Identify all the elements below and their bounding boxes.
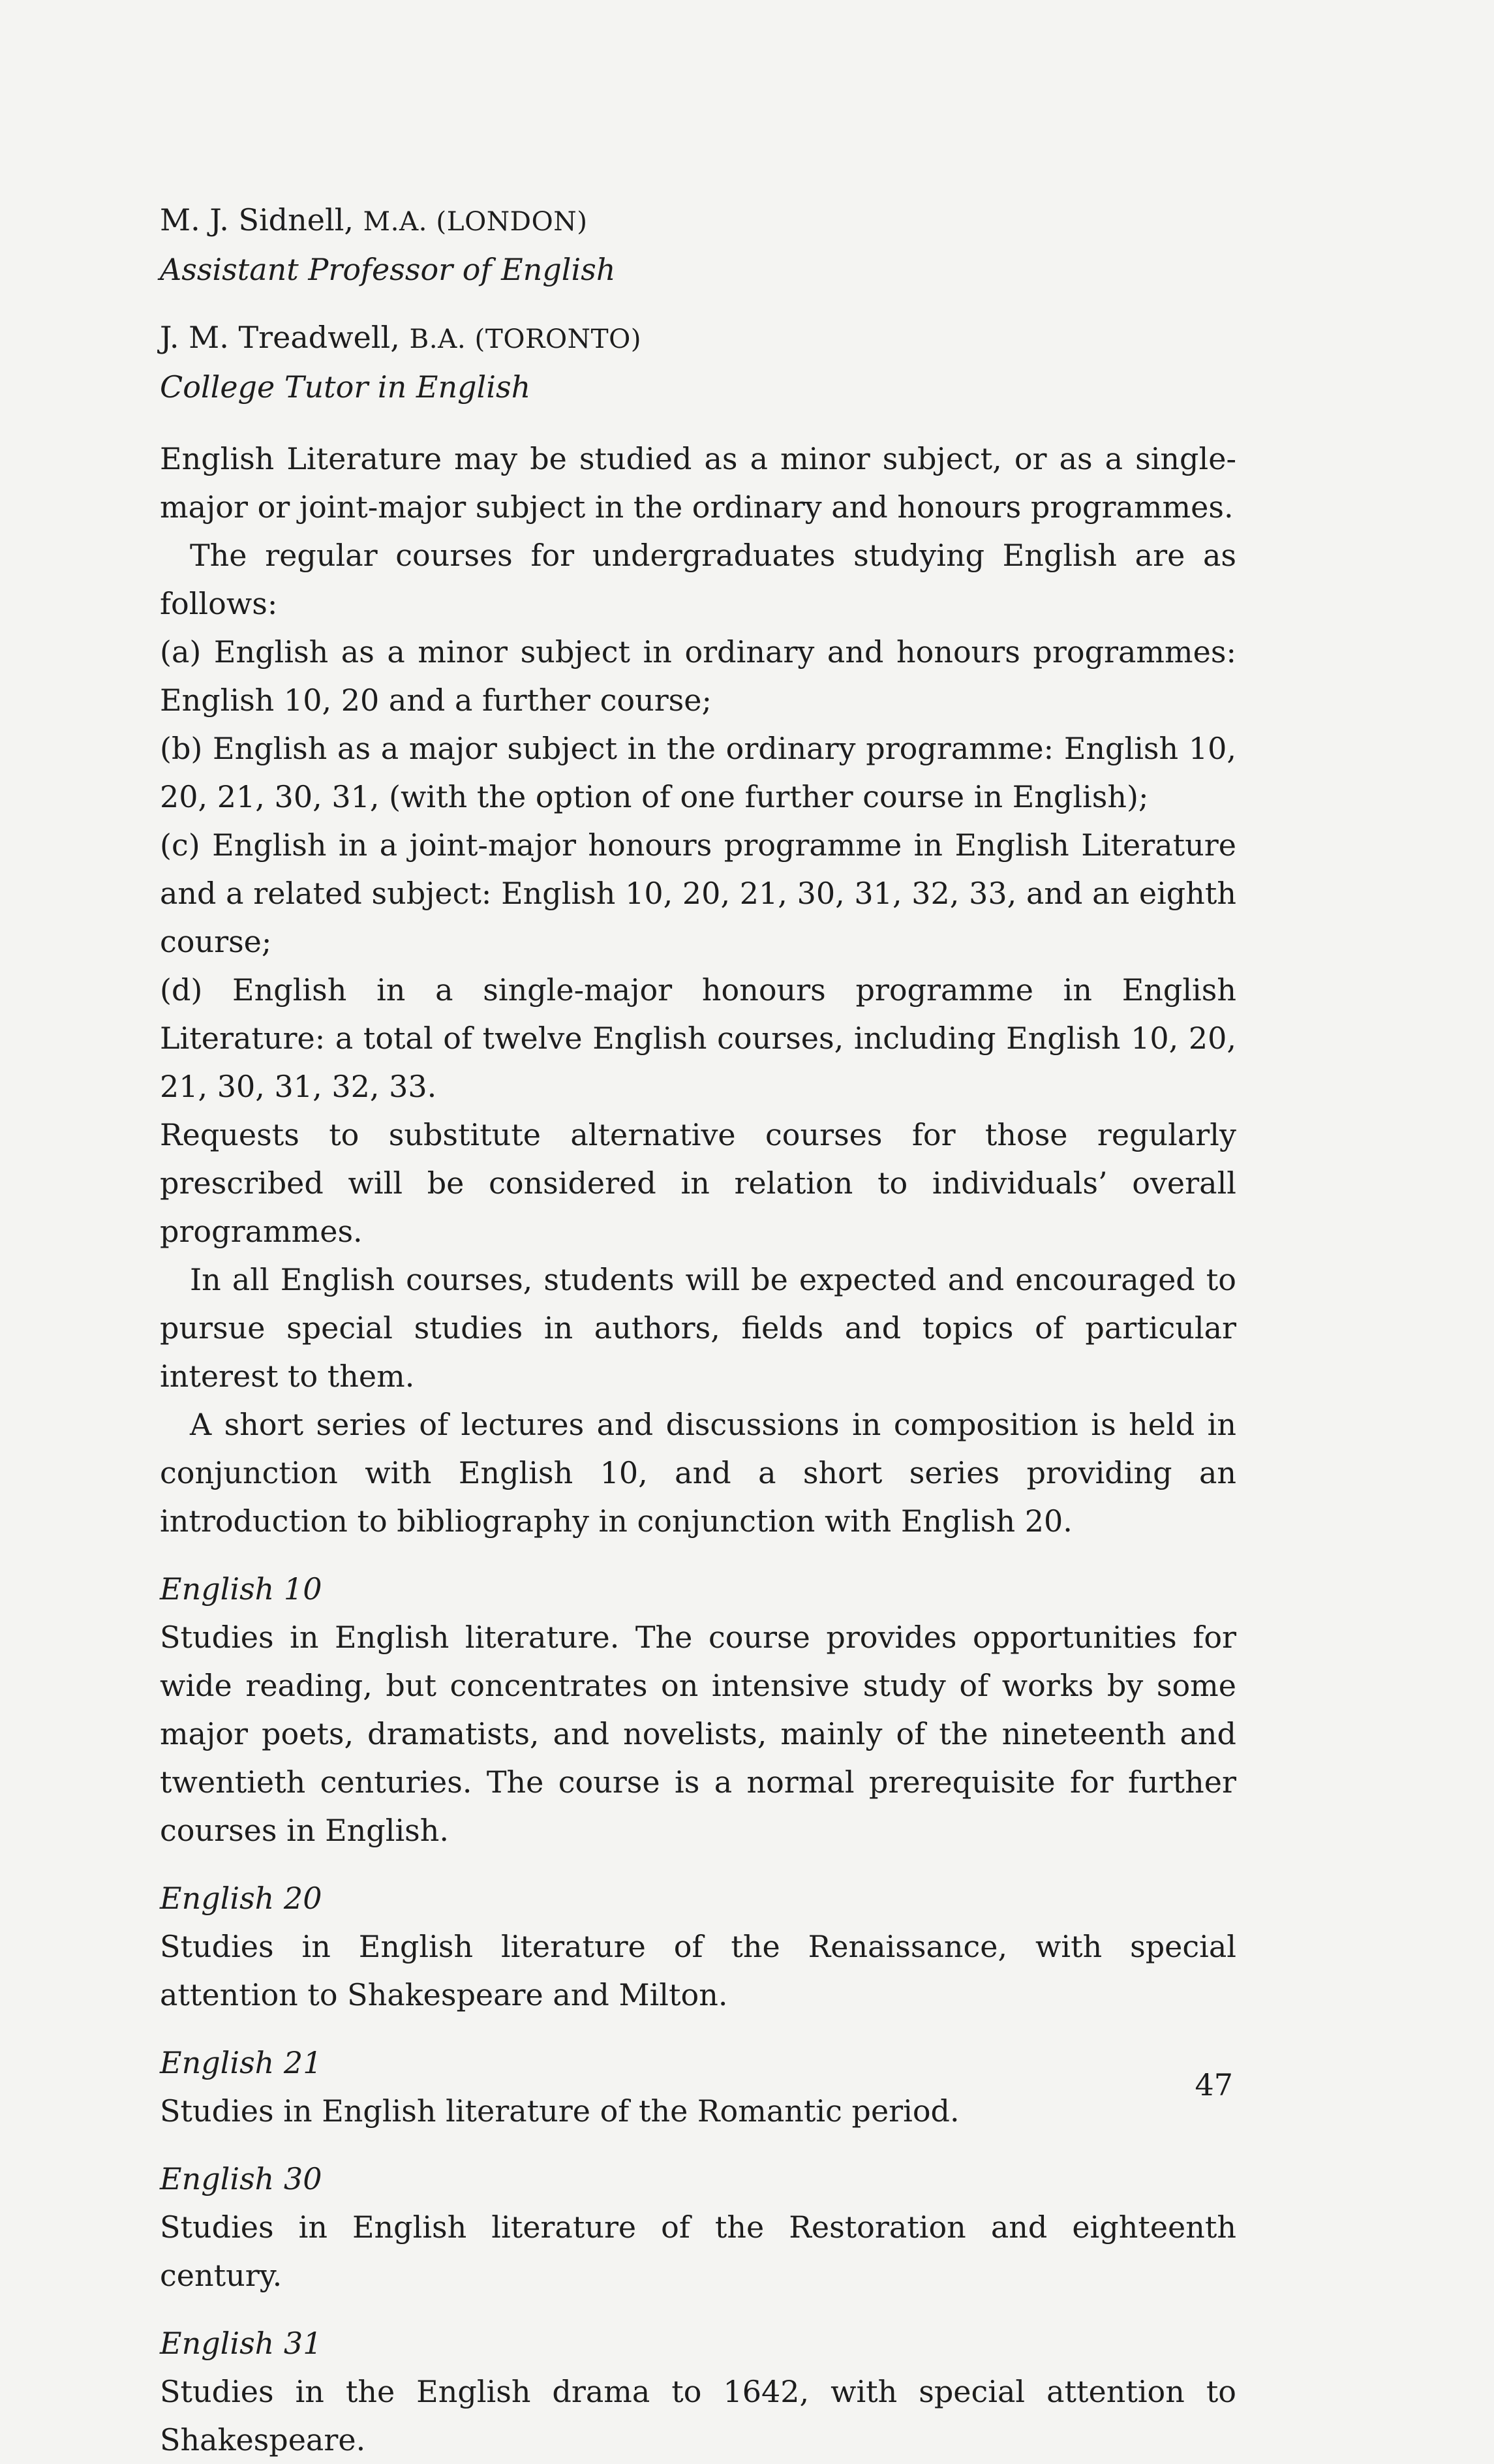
course-title: English 10: [160, 1571, 322, 1607]
course-english-21: [160, 2039, 1236, 2135]
program-item-c: (c) English in a joint-major honours programme in English Literature and a related subject: English 10, 20, 21, 30, 31, 32, 33, and an eighth course;: [160, 827, 1236, 959]
staff-name: M. J. Sidnell,: [160, 202, 354, 238]
staff-entry-sidnell: [160, 196, 1236, 294]
course-description: Studies in English literature of the Restoration and eighteenth century.: [160, 2210, 1236, 2293]
page-number: 47: [1195, 2067, 1233, 2102]
composition-paragraph: A short series of lectures and discussions in composition is held in conjunction with English 10, and a short series providing an introduction to bibliography in conjunction with English 20.: [160, 1407, 1236, 1539]
program-item-b: (b) English as a major subject in the ordinary programme: English 10, 20, 21, 30, 31, (with the option of one further course in English);: [160, 731, 1236, 814]
course-english-31: [160, 2319, 1236, 2464]
course-description: Studies in English literature of the Romantic period.: [160, 2093, 960, 2129]
regular-courses-intro: The regular courses for undergraduates studying English are as follows:: [160, 538, 1236, 621]
course-description: Studies in the English drama to 1642, with special attention to Shakespeare.: [160, 2374, 1236, 2457]
course-description: Studies in English literature. The course provides opportunities for wide reading, but concentrates on intensive study of works by some major poets, dramatists, and novelists, mainly of the nineteenth and twentieth centuries. The course is a normal prerequisite for further courses in English.: [160, 1620, 1236, 1848]
course-english-30: [160, 2155, 1236, 2300]
staff-name: J. M. Treadwell,: [160, 320, 400, 355]
staff-degree: M.A. (LONDON): [363, 206, 588, 237]
staff-degree: B.A. (TORONTO): [409, 323, 642, 354]
program-list: [160, 628, 1236, 1111]
staff-title: College Tutor in English: [160, 369, 531, 405]
course-title: English 31: [160, 2326, 322, 2361]
program-item-d: (d) English in a single-major honours programme in English Literature: a total of twelve English courses, including English 10, 20, 21, 30, 31, 32, 33.: [160, 972, 1236, 1104]
substitution-note: Requests to substitute alternative courses for those regularly prescribed will be considered in relation to individuals’ overall programmes.: [160, 1117, 1236, 1249]
special-studies-paragraph: In all English courses, students will be expected and encouraged to pursue special studies in authors, fields and topics of particular interest to them.: [160, 1262, 1236, 1394]
program-item-a: (a) English as a minor subject in ordinary and honours programmes: English 10, 20 and a further course;: [160, 634, 1236, 718]
course-title: English 20: [160, 1881, 322, 1916]
course-title: English 30: [160, 2161, 322, 2196]
intro-paragraph: English Literature may be studied as a minor subject, or as a single-major or joint-major subject in the ordinary and honours programmes.: [160, 441, 1236, 525]
document-page: [160, 196, 1236, 2464]
course-english-10: [160, 1565, 1236, 1855]
staff-entry-treadwell: [160, 313, 1236, 411]
course-title: English 21: [160, 2045, 322, 2080]
course-english-20: [160, 1874, 1236, 2019]
staff-title: Assistant Professor of English: [160, 252, 616, 287]
course-description: Studies in English literature of the Renaissance, with special attention to Shakespeare and Milton.: [160, 1929, 1236, 2012]
